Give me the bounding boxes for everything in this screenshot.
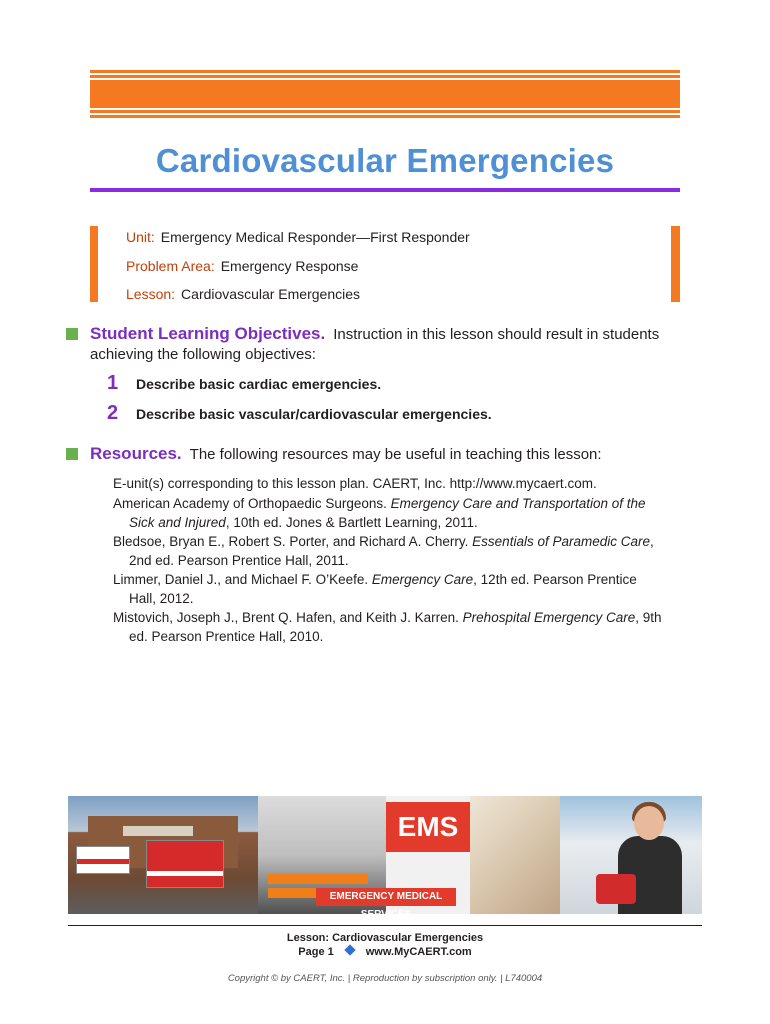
resource-item (113, 474, 673, 493)
problem-area-value: Emergency Response (220, 258, 359, 274)
footer-rule (68, 925, 702, 926)
page-title: Cardiovascular Emergencies (155, 142, 615, 179)
objective-text: Describe basic cardiac emergencies. (136, 376, 382, 392)
resource-continued: Hall, 2012. (129, 591, 194, 606)
resource-text: Limmer, Daniel J., and Michael F. O’Keefe. (113, 572, 372, 587)
stretcher-icon (268, 874, 368, 884)
cpr-mannequin-photo (470, 796, 560, 914)
objectives-intro-continued: achieving the following objectives: (90, 346, 316, 363)
objectives-heading: Student Learning Objectives. (90, 324, 326, 343)
resource-continued: ed. Pearson Prentice Hall, 2010. (129, 629, 324, 644)
station-sign (123, 826, 193, 836)
resource-item (113, 608, 673, 646)
resource-item (113, 532, 673, 570)
footer-lesson: Lesson: Cardiovascular Emergencies (286, 932, 484, 944)
problem-area-label: Problem Area: (126, 258, 215, 274)
info-bar-left (90, 226, 98, 302)
unit-line (126, 229, 470, 245)
resource-text: , (650, 534, 654, 549)
ems-sign: EMS (386, 802, 470, 852)
resource-title: Prehospital Emergency Care (462, 610, 636, 625)
resource-item (113, 570, 673, 608)
title-rule (90, 188, 680, 192)
resources-intro: The following resources may be useful in teaching this lesson: (189, 446, 602, 463)
copyright-notice: Copyright © by CAERT, Inc. | Reproduction by subscription only. | L740004 (227, 973, 543, 984)
resource-text: E-unit(s) corresponding to this lesson plan. CAERT, Inc. http://www.mycaert.com. (113, 476, 597, 491)
resource-text: American Academy of Orthopaedic Surgeons. (113, 496, 391, 511)
resource-continued (113, 513, 673, 532)
diamond-icon (344, 944, 355, 955)
objectives-heading-line (90, 324, 659, 344)
ambulance-stripe (77, 859, 129, 864)
resource-title: Sick and Injured (129, 515, 226, 530)
ems-banner: EMERGENCY MEDICAL SERVICES (316, 888, 456, 906)
unit-value: Emergency Medical Responder—First Responder (160, 229, 470, 245)
paramedic-photo (560, 796, 702, 914)
footer-page-row (0, 946, 770, 958)
resource-text: Mistovich, Joseph J., Brent Q. Hafen, and Keith J. Karren. (113, 610, 463, 625)
resource-title: Emergency Care (371, 572, 474, 587)
objective-number: 2 (107, 402, 119, 424)
page-number: Page 1 (298, 946, 334, 958)
ambulance-icon (76, 846, 130, 874)
resource-text: , 9th (635, 610, 662, 625)
resources-bullet-icon (66, 448, 78, 460)
objectives-bullet-icon (66, 328, 78, 340)
objectives-intro: Instruction in this lesson should result in students (333, 326, 660, 343)
lesson-line (126, 286, 360, 302)
fire-truck-icon (146, 840, 224, 888)
info-bar-right (671, 226, 680, 302)
resource-continued: 2nd ed. Pearson Prentice Hall, 2011. (129, 553, 349, 568)
truck-stripe (147, 871, 223, 876)
lesson-label: Lesson: (126, 286, 176, 302)
ambulance-station-photo (68, 796, 258, 914)
medical-bag-icon (596, 874, 636, 904)
ems-photo-strip (68, 796, 702, 920)
resource-title: Essentials of Paramedic Care (472, 534, 650, 549)
resource-text: Bledsoe, Bryan E., Robert S. Porter, and Richard A. Cherry. (113, 534, 473, 549)
resource-text: , 12th ed. Pearson Prentice (473, 572, 637, 587)
site-link[interactable]: www.MyCAERT.com (365, 946, 472, 958)
header-band (90, 70, 680, 120)
problem-area-line (126, 258, 358, 274)
paramedic-head (634, 806, 664, 840)
objective-number: 1 (107, 372, 119, 394)
resource-title: Emergency Care and Transportation of the (390, 496, 646, 511)
resource-text: , 10th ed. Jones & Bartlett Learning, 2011. (225, 515, 478, 530)
resources-heading: Resources. (90, 444, 182, 463)
unit-label: Unit: (126, 229, 155, 245)
objective-text: Describe basic vascular/cardiovascular emergencies. (136, 406, 492, 422)
resource-item (113, 494, 673, 532)
lesson-value: Cardiovascular Emergencies (181, 286, 361, 302)
resources-heading-line (90, 444, 602, 464)
